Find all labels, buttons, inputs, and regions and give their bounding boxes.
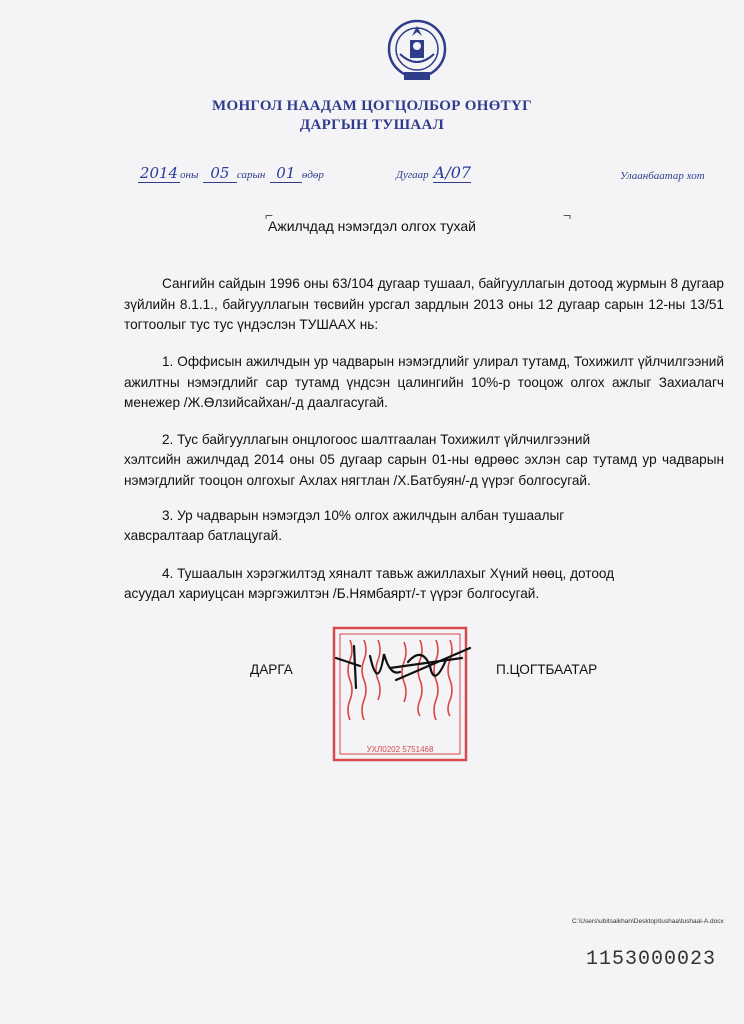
subject-bracket-right: ¬ — [563, 207, 572, 223]
handwritten-signature — [330, 632, 480, 702]
date-month: 05 — [203, 164, 237, 183]
stamp-code: УХЛ0202 5751468 — [366, 745, 434, 754]
date-year: 2014 — [139, 164, 179, 182]
item-2-first-line: 2. Тус байгууллагын онцлогоос шалтгаалан Тохижилт үйлчилгээний — [162, 432, 591, 447]
number-label: Дугаар — [396, 169, 429, 181]
item-4-rest: асуудал хариуцсан мэргэжилтэн /Б.Нямбаярт/-т үүрэг болгосугай. — [124, 586, 540, 601]
city: Улаанбаатар хот — [620, 170, 705, 182]
number-value: А/07 — [433, 163, 472, 182]
date-day: 01 — [270, 164, 302, 183]
document-number — [396, 163, 471, 183]
date-year-suffix: оны — [180, 169, 199, 181]
item-3-rest: хавсралтаар батлацугай. — [124, 528, 282, 543]
state-emblem-icon — [386, 18, 448, 84]
item-1: 1. Оффисын ажилчдын ур чадварын нэмэгдлийг улирал тутамд, Тохижилт үйлчилгээний ажилтны нэмэгдлийг сар тутамд үндсэн цалингийн 10%-р тооцож олгох ажлыг Захиалагч менежер /Ж.Өлзийсайхан/-д даалгасугай. — [124, 354, 724, 410]
date-month-suffix: сарын — [236, 169, 266, 181]
document-type: ДАРГЫН ТУШААЛ — [299, 117, 445, 133]
item-3-first-line: 3. Ур чадварын нэмэгдэл 10% олгох ажилчдын албан тушаалыг — [162, 508, 565, 523]
date-day-suffix: өдөр — [301, 169, 324, 181]
document-subject: Ажилчдад нэмэгдэл олгох тухай — [267, 218, 477, 234]
organization-name: МОНГОЛ НААДАМ ЦОГЦОЛБОР ОНӨТҮГ — [212, 98, 532, 114]
signer-name: П.ЦОГТБААТАР — [496, 662, 598, 677]
intro-paragraph: Сангийн сайдын 1996 оны 63/104 дугаар тушаал, байгууллагын дотоод журмын 8 дугаар зүйлийн 8.1.1., байгууллагын төсвийн урсгал зардлын 2013 оны 12 дугаар сарын 12-ны 13/51 тогтоолыг тус тус үндэслэн ТУШААХ нь: — [124, 276, 724, 332]
file-path: C:\Users\ubitsaikhan\Desktop\tushaa\tushaal-A.docx — [572, 918, 724, 925]
subject-bracket-left: ⌐ — [265, 207, 274, 223]
signer-title: ДАРГА — [250, 662, 293, 677]
serial-number: 1153000023 — [586, 948, 717, 971]
date-line — [138, 164, 324, 183]
item-2-rest: хэлтсийн ажилчдад 2014 оны 05 дугаар сарын 01-ны өдрөөс эхлэн сар тутамд ур чадварын нэмэгдлийг тооцон олгохыг Ахлах нягтлан /Х.Батбуян/-д үүрэг болгосугай. — [124, 452, 724, 488]
item-4-first-line: 4. Тушаалын хэрэгжилтэд хяналт тавьж ажиллахыг Хүний нөөц, дотоод — [162, 566, 615, 581]
